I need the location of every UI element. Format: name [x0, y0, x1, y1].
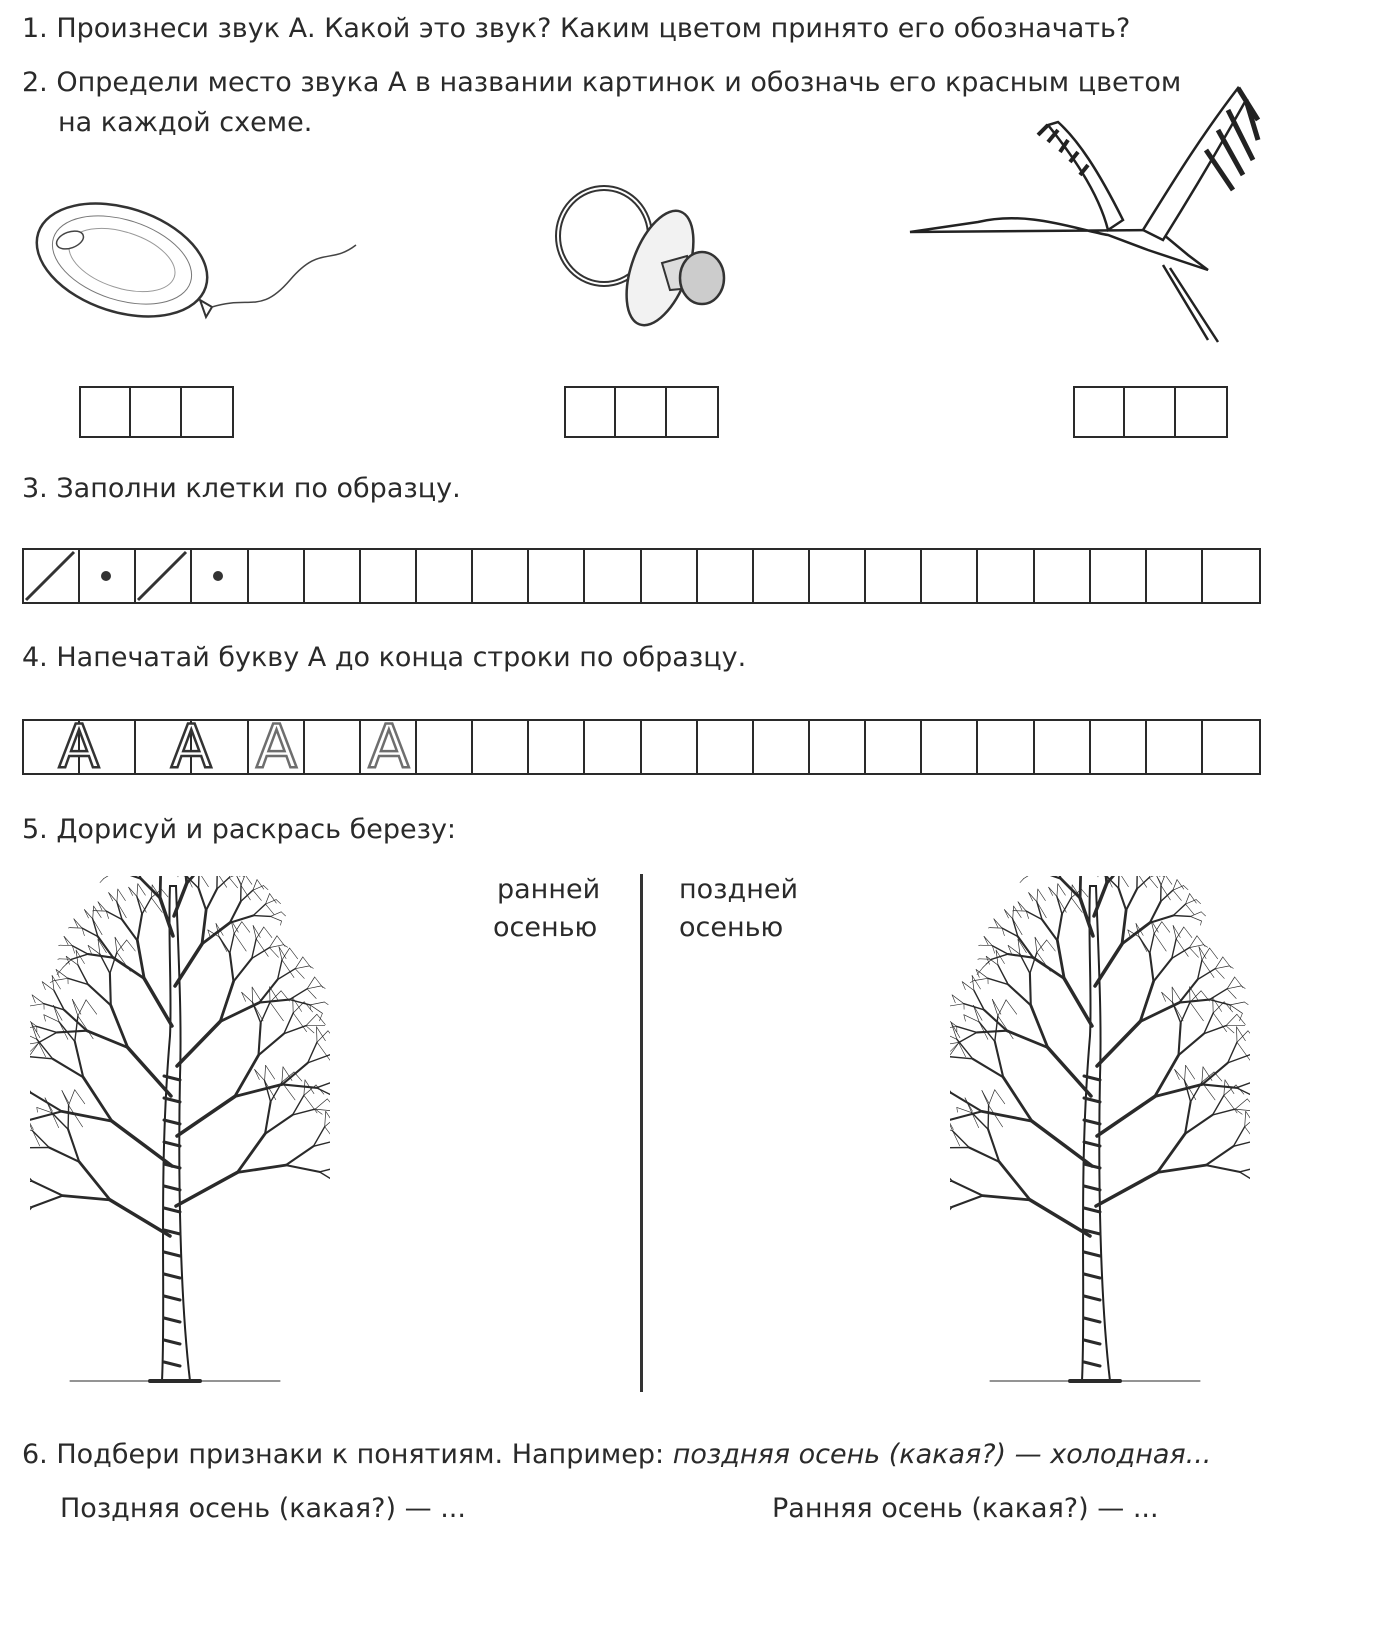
late-autumn-label-line2: осенью — [679, 912, 784, 943]
stork-icon — [908, 80, 1268, 350]
sample-slash-cell[interactable] — [136, 550, 192, 602]
grid-cell[interactable] — [305, 721, 361, 773]
grid-cell[interactable] — [1203, 721, 1259, 773]
sample-dot-cell[interactable] — [192, 550, 248, 602]
grid-cell[interactable] — [361, 712, 417, 782]
early-autumn-label-line2: осенью — [493, 912, 598, 943]
grid-cell[interactable] — [529, 550, 585, 602]
grid-cell[interactable] — [698, 550, 754, 602]
scheme-cell[interactable] — [566, 388, 616, 436]
late-autumn-label-line1: поздней — [679, 874, 799, 905]
task-6-example: поздняя осень (какая?) — холодная... — [672, 1439, 1212, 1470]
scheme-cell[interactable] — [1075, 388, 1125, 436]
task-5-text: 5. Дорисуй и раскрась березу: — [22, 814, 457, 845]
grid-cell[interactable] — [810, 721, 866, 773]
scheme-cell[interactable] — [131, 388, 181, 436]
balloon-icon — [30, 185, 370, 345]
grid-cell[interactable] — [1091, 550, 1147, 602]
task-2-text-line1: 2. Определи место звука А в названии картинок и обозначь его красным цветом — [22, 67, 1182, 98]
task-4-text: 4. Напечатай букву А до конца строки по образцу. — [22, 642, 747, 673]
grid-cell[interactable] — [978, 550, 1034, 602]
sound-scheme-balloon[interactable] — [79, 386, 234, 438]
birch-tree-icon-left[interactable] — [30, 876, 330, 1386]
grid-cell[interactable] — [473, 721, 529, 773]
sound-scheme-stork[interactable] — [1073, 386, 1228, 438]
grid-cell[interactable] — [249, 712, 305, 782]
grid-cell[interactable] — [1147, 721, 1203, 773]
sound-scheme-pacifier[interactable] — [564, 386, 719, 438]
grid-cell[interactable] — [642, 550, 698, 602]
sample-dot-cell[interactable] — [80, 550, 136, 602]
sample-slash-cell[interactable] — [24, 550, 80, 602]
grid-cell[interactable] — [1091, 721, 1147, 773]
grid-cell[interactable] — [529, 721, 585, 773]
grid-cell[interactable] — [1147, 550, 1203, 602]
grid-cell[interactable] — [1203, 550, 1259, 602]
grid-cell[interactable] — [922, 550, 978, 602]
dotted-letter: А — [256, 712, 298, 782]
early-autumn-answer[interactable]: Ранняя осень (какая?) — ... — [772, 1493, 1159, 1524]
sample-letter: А — [58, 712, 100, 782]
grid-cell[interactable] — [585, 550, 641, 602]
scheme-cell[interactable] — [667, 388, 717, 436]
birch-tree-icon-right[interactable] — [950, 876, 1250, 1386]
grid-cell[interactable] — [249, 550, 305, 602]
grid-cell[interactable] — [698, 721, 754, 773]
sample-letter: А — [170, 712, 212, 782]
grid-cell[interactable] — [922, 721, 978, 773]
grid-cell[interactable] — [754, 721, 810, 773]
grid-cell[interactable] — [642, 721, 698, 773]
task-3-text: 3. Заполни клетки по образцу. — [22, 473, 461, 504]
divider — [640, 874, 643, 1392]
grid-cell[interactable] — [361, 550, 417, 602]
scheme-cell[interactable] — [616, 388, 666, 436]
grid-cell[interactable] — [192, 721, 248, 773]
scheme-cell[interactable] — [81, 388, 131, 436]
task-6-text — [22, 1438, 1211, 1472]
grid-cell[interactable] — [810, 550, 866, 602]
early-autumn-label-line1: ранней — [497, 874, 601, 905]
grid-cell[interactable] — [978, 721, 1034, 773]
task-1-text: 1. Произнеси звук А. Какой это звук? Каким цветом принято его обозначать? — [22, 13, 1131, 44]
grid-cell[interactable] — [417, 550, 473, 602]
scheme-cell[interactable] — [1176, 388, 1226, 436]
grid-cell[interactable] — [305, 550, 361, 602]
grid-cell[interactable] — [866, 550, 922, 602]
grid-cell[interactable] — [1035, 721, 1091, 773]
scheme-cell[interactable] — [1125, 388, 1175, 436]
task-2-text-line2: на каждой схеме. — [58, 107, 313, 138]
dotted-letter: А — [368, 712, 410, 782]
grid-cell[interactable] — [866, 721, 922, 773]
letter-row[interactable] — [22, 712, 1261, 782]
task-6-prefix: 6. Подбери признаки к понятиям. Например: — [22, 1439, 673, 1470]
grid-cell[interactable] — [1035, 550, 1091, 602]
pacifier-icon — [552, 178, 732, 328]
late-autumn-answer[interactable]: Поздняя осень (какая?) — ... — [60, 1493, 466, 1524]
grid-cell[interactable] — [80, 721, 136, 773]
grid-cell[interactable] — [24, 712, 100, 782]
grid-cell[interactable] — [417, 721, 473, 773]
pattern-row[interactable] — [22, 548, 1261, 604]
grid-cell[interactable] — [585, 721, 641, 773]
grid-cell[interactable] — [473, 550, 529, 602]
grid-cell[interactable] — [754, 550, 810, 602]
scheme-cell[interactable] — [182, 388, 232, 436]
grid-cell[interactable] — [136, 712, 212, 782]
